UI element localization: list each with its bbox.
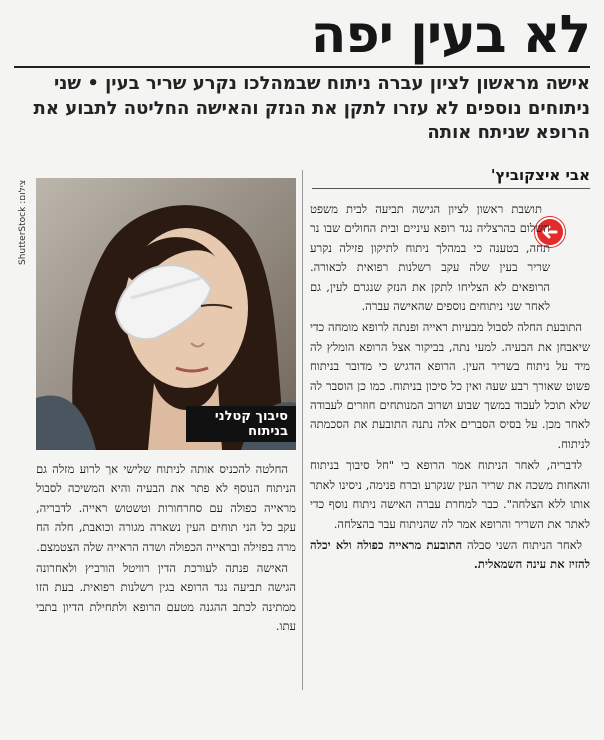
article-paragraph: לדבריה, לאחר הניתוח אמר הרופא כי "חל סיבוך בניתוח והאחות משכה את שריר העין שנקרע וברח פנימה, ניסינו לאתר אותו ללא הצלחה". כבר למחרת עברה האישה ניתוח נוסף כדי לאתר את השריר והרופא אמר לה שהניתוח עבר בהצלחה. — [310, 458, 590, 531]
subtitle: אישה מראשון לציון עברה ניתוח שבמהלכו נקרע שריר בעין • שני ניתוחים נוספים לא עזרו לתקן את הנזק והאישה החליטה לתבוע את הרופא שניתח אותה — [33, 73, 590, 143]
photo-caption: סיבוך קטלני בניתוח — [186, 406, 296, 442]
headline-rule — [14, 66, 590, 68]
paragraph-emphasis: התובעת מראייה כפולה ולא יכלה להזיז את עינה השמאלית. — [310, 537, 590, 572]
article-paragraph: האישה פנתה לעורכת הדין רוויטל הורביץ ולאחרונה הגישה תביעה נגד הרופא בגין רשלנות רפואית. בעת הזו ממתינה לכתב ההגנה מטעם הרופא ולתחילת הדיון בתבי עתו. — [36, 561, 296, 634]
article-photo — [36, 178, 296, 450]
photo-credit: צילום: ShutterStock — [18, 180, 28, 266]
article-paragraph: תושבת ראשון לציון הגישה תביעה לבית משפט השלום בהרצליה נגד רופא עיניים ובית החולים שבו נר תחה, בטענה כי במהלך ניתוח לתיקון פזילה נקרע שריר בעין שלה עקב רשלנות רפואית לכאורה. הרופאים לא הצליחו לתקן את הנזק שנגרם לעין, גם לאחר שני ניתוחים נוספים שהאישה עברה. — [310, 202, 550, 314]
byline-rule — [312, 188, 590, 189]
article-paragraph — [310, 536, 590, 575]
column-divider — [302, 170, 303, 690]
paragraph-text: לאחר הניתוח השני סבלה — [462, 537, 582, 552]
byline: אבי איצקוביץ' — [490, 166, 590, 184]
article-column-right — [310, 200, 590, 577]
article-paragraph: החלטה להכניס אותה לניתוח שלישי אך לרוע מזלה גם הניתוח הנוסף לא פתר את הבעיה והיא המשיכה לסבול מראייה כפולה עם סחרחורות וטשטוש ראייה. לדבריה, עקב כל הני תוחים העין נשארה מגורה וכואבת, חלה הח מרה בפזילה ובראייה הכפולה ושדה הראייה שלה הצטמצם. — [36, 462, 296, 554]
article-column-left — [36, 460, 296, 639]
headline: לא בעין יפה — [310, 5, 590, 65]
article-paragraph: התובעת החלה לסבול מבעיות ראייה ופנתה לרופא מומחה כדי שיאבחן את הבעיה. למעי נתה, בביקור אצל הרופא הומלץ לה מיד על ניתוח בשריר העין. הרופא הדגיש כי מדובר בניתוח פשוט שאורך רבע שעה ואין כל סיכון בניתוח. כמו כן הוסבר לה שלא תוכל לעבוד במשך שבוע ושרוב המנותחים חוזרים לעבודה לאחר מכן. על בסיס הסברים אלה נתנה התובעת את הסכמתה לניתוח. — [310, 320, 590, 451]
